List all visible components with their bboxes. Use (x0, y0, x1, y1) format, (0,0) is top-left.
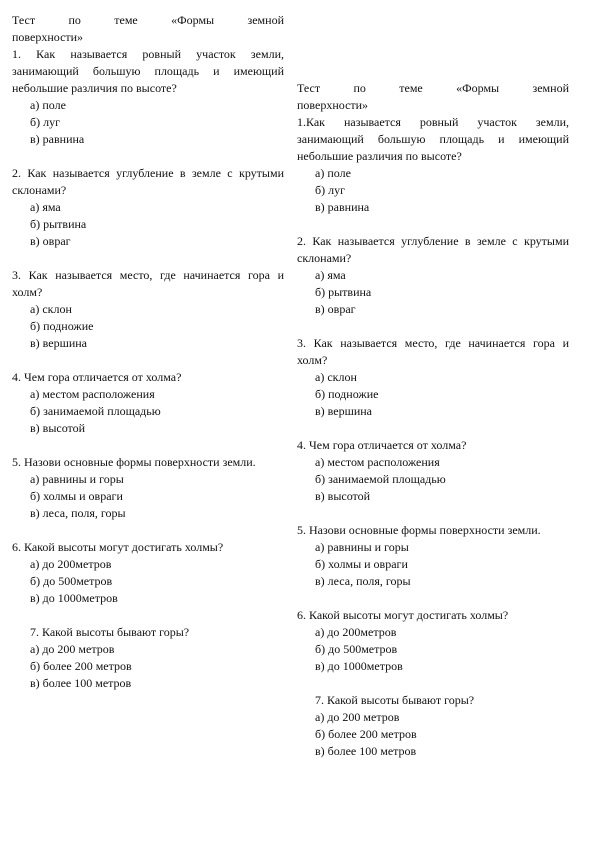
answer-option: а) до 200метров (315, 625, 397, 639)
answer-option: а) до 200 метров (30, 642, 115, 656)
question-text: 3. Как называется место, где начинается гора и холм? (12, 268, 284, 299)
answer-option: в) равнина (30, 132, 85, 146)
answer-option: а) яма (315, 268, 346, 282)
test-title (12, 12, 284, 46)
answer-option: б) рытвина (315, 285, 372, 299)
answer-options (12, 199, 284, 250)
answer-option: а) поле (30, 98, 66, 112)
answer-option: в) до 1000метров (315, 659, 403, 673)
answer-option: а) местом расположения (315, 455, 440, 469)
answer-option: в) до 1000метров (30, 591, 118, 605)
answer-options (12, 641, 284, 692)
answer-option: в) вершина (30, 336, 87, 350)
answer-option: б) холмы и овраги (315, 557, 408, 571)
answer-options (12, 97, 284, 148)
test-title (297, 80, 569, 114)
question-text: 5. Назови основные формы поверхности земли. (297, 523, 541, 537)
question-text: 4. Чем гора отличается от холма? (297, 438, 467, 452)
answer-options (12, 301, 284, 352)
question-text: 3. Как называется место, где начинается гора и холм? (297, 336, 569, 367)
answer-options (12, 386, 284, 437)
answer-option: а) склон (315, 370, 357, 384)
question-text: 2. Как называется углубление в земле с крутыми склонами? (297, 234, 569, 265)
question-1 (12, 46, 284, 148)
answer-option: а) поле (315, 166, 351, 180)
question-text: 6. Какой высоты могут достигать холмы? (297, 608, 509, 622)
answer-option: а) равнины и горы (30, 472, 124, 486)
question-text: 7. Какой высоты бывают горы? (315, 693, 475, 707)
answer-options (297, 267, 569, 318)
question-text: 7. Какой высоты бывают горы? (30, 625, 190, 639)
question-6 (12, 539, 284, 607)
answer-option: б) до 500метров (30, 574, 113, 588)
question-5 (12, 454, 284, 522)
question-text: 6. Какой высоты могут достигать холмы? (12, 540, 224, 554)
answer-options (297, 165, 569, 216)
question-7 (12, 624, 284, 692)
question-3 (297, 335, 569, 420)
answer-options (297, 624, 569, 675)
question-6 (297, 607, 569, 675)
test-title-line1: Тест по теме «Формы земной (297, 81, 569, 95)
question-7 (297, 692, 569, 760)
answer-option: а) склон (30, 302, 72, 316)
answer-option: в) равнина (315, 200, 370, 214)
answer-option: а) местом расположения (30, 387, 155, 401)
question-text: 2. Как называется углубление в земле с крутыми склонами? (12, 166, 284, 197)
answer-option: в) более 100 метров (30, 676, 132, 690)
answer-option: б) подножие (315, 387, 379, 401)
question-5 (297, 522, 569, 590)
answer-option: в) леса, поля, горы (315, 574, 411, 588)
answer-option: в) более 100 метров (315, 744, 417, 758)
answer-option: в) высотой (30, 421, 86, 435)
answer-option: б) рытвина (30, 217, 87, 231)
test-title-line1: Тест по теме «Формы земной (12, 13, 284, 27)
answer-option: а) равнины и горы (315, 540, 409, 554)
answer-options (297, 539, 569, 590)
answer-option: б) подножие (30, 319, 94, 333)
question-2 (297, 233, 569, 318)
answer-option: в) вершина (315, 404, 372, 418)
answer-option: б) занимаемой площадью (315, 472, 446, 486)
question-text: 5. Назови основные формы поверхности земли. (12, 455, 256, 469)
question-1 (297, 114, 569, 216)
answer-options (297, 709, 569, 760)
answer-option: а) до 200метров (30, 557, 112, 571)
answer-options (297, 454, 569, 505)
answer-option: б) более 200 метров (30, 659, 132, 673)
answer-options (12, 556, 284, 607)
question-4 (12, 369, 284, 437)
test-column-left (12, 12, 284, 692)
answer-options (12, 471, 284, 522)
answer-options (297, 369, 569, 420)
test-title-line2: поверхности» (297, 98, 369, 112)
question-text: 1. Как называется ровный участок земли, занимающий большую площадь и имеющий небольшие различия по высоте? (12, 47, 284, 95)
answer-option: б) луг (315, 183, 346, 197)
answer-option: в) овраг (315, 302, 356, 316)
answer-option: б) более 200 метров (315, 727, 417, 741)
answer-option: б) до 500метров (315, 642, 398, 656)
answer-option: б) холмы и овраги (30, 489, 123, 503)
answer-option: б) занимаемой площадью (30, 404, 161, 418)
test-column-right (297, 80, 569, 760)
question-3 (12, 267, 284, 352)
answer-option: в) леса, поля, горы (30, 506, 126, 520)
answer-option: б) луг (30, 115, 61, 129)
question-text: 1.Как называется ровный участок земли, занимающий большую площадь и имеющий небольшие различия по высоте? (297, 115, 569, 163)
test-title-line2: поверхности» (12, 30, 84, 44)
answer-option: в) овраг (30, 234, 71, 248)
answer-option: а) до 200 метров (315, 710, 400, 724)
answer-option: в) высотой (315, 489, 371, 503)
question-4 (297, 437, 569, 505)
question-text: 4. Чем гора отличается от холма? (12, 370, 182, 384)
question-2 (12, 165, 284, 250)
answer-option: а) яма (30, 200, 61, 214)
